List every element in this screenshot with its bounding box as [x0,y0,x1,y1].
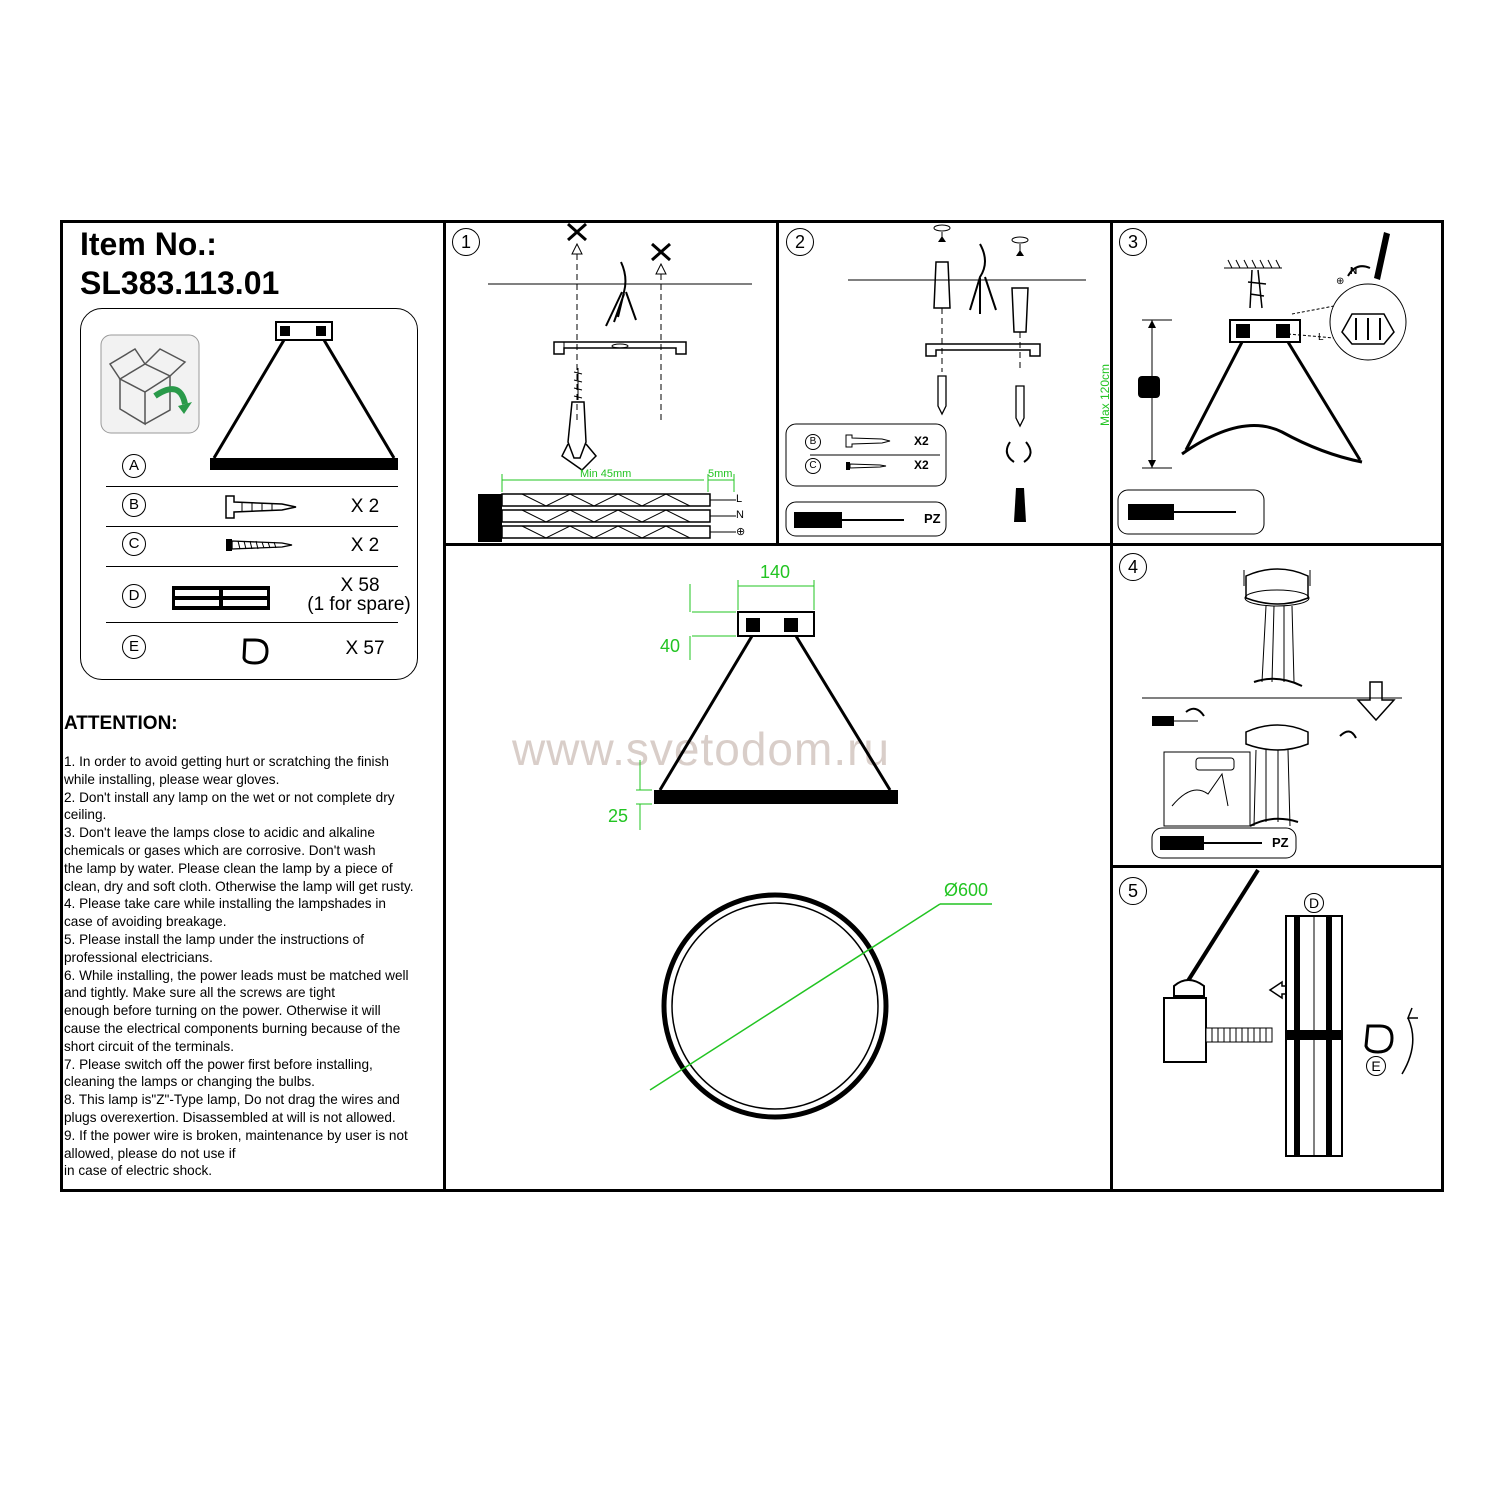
step-4-number: 4 [1119,553,1147,581]
rule-line: 2. Don't install any lamp on the wet or not complete dry [64,789,395,805]
wire-n-label: N [736,509,744,521]
part-letter-b: B [122,493,146,517]
rule-line: plugs overexertion. Disassembled at will is not allowed. [64,1109,396,1125]
part-letter-d: D [122,584,146,608]
part-qty-c: X 2 [350,535,380,556]
step-3-number: 3 [1119,228,1147,256]
diameter-dim: Ø600 [944,880,989,900]
terminal-l-label: L [1318,332,1324,343]
max-length-label: Max 120cm [1098,363,1113,427]
wall-plug-icon [222,494,298,520]
rule-line: chemicals or gases which are corrosive. Don't wash [64,842,376,858]
rule-line: allowed, please do not use if [64,1145,236,1161]
rule-line: short circuit of the terminals. [64,1038,234,1054]
step-2-number: 2 [786,228,814,256]
ring-height-dim: 25 [608,806,629,826]
part-qty-d-note: (1 for spare) [307,594,411,615]
rule-line: the lamp by water. Please clean the lamp by a piece of [64,860,393,876]
step-4-drawing [1112,546,1442,864]
step5-label-e: E [1366,1056,1386,1076]
part-qty-d: X 58 [340,575,380,596]
rule-line: 1. In order to avoid getting hurt or scratching the finish [64,754,389,769]
attention-rules [64,753,444,1180]
rule-line: case of avoiding breakage. [64,914,227,930]
rule-line: 3. Don't leave the lamps close to acidic and alkaline [64,825,375,841]
step-1-drawing [446,222,776,542]
rule-line: cleaning the lamps or changing the bulbs. [64,1074,315,1090]
part-qty-b: X 2 [350,496,380,517]
step2-part-b: B [805,434,821,450]
canopy-width-dim: 140 [760,562,791,582]
parts-divider [106,566,398,567]
parts-divider [106,622,398,623]
rule-line: 8. This lamp is"Z"-Type lamp, Do not drag the wires and [64,1092,400,1108]
min-length-label: Min 45mm [580,468,632,480]
rule-line: enough before turning on the power. Otherwise it will [64,1003,381,1019]
attention-title: ATTENTION: [64,713,178,734]
step-2-drawing [780,222,1113,542]
rule-line: 4. Please take care while installing the lampshades in [64,896,386,912]
divider [776,220,779,545]
watermark: www.svetodom.ru [512,723,891,775]
terminal-ground-label: ⊕ [1336,276,1345,287]
ring-plan-drawing [640,880,1010,1120]
step2-part-c: C [805,458,821,474]
step-1-number: 1 [452,228,480,256]
step-3-drawing [1112,222,1442,542]
open-box-icon [100,334,200,434]
item-number: SL383.113.01 [80,265,280,301]
step2-qty-c: X2 [914,458,929,472]
screw-icon [224,536,294,554]
rule-line: 5. Please install the lamp under the instructions of [64,931,364,947]
rule-line: and tightly. Make sure all the screws are tight [64,985,335,1001]
rule-line: clean, dry and soft cloth. Otherwise the lamp will get rusty. [64,878,414,894]
part-letter-c: C [122,532,146,556]
dimension-drawing [600,560,1020,820]
step2-qty-b: X2 [914,434,929,448]
parts-divider [106,526,398,527]
step4-tool-label: PZ [1272,835,1289,850]
terminal-n-label: N [1350,266,1358,277]
part-letter-a: A [122,454,146,478]
rule-line: in case of electric shock. [64,1163,213,1179]
rule-line: while installing, please wear gloves. [64,771,280,787]
rule-line: 6. While installing, the power leads must be matched well [64,967,409,983]
canopy-height-dim: 40 [660,636,681,656]
ground-label: ⊕ [736,526,746,538]
rule-line: cause the electrical components burning because of the [64,1020,401,1036]
rule-line: 9. If the power wire is broken, maintenance by user is not [64,1127,408,1143]
parts-divider [106,486,398,487]
step2-tool-label: PZ [924,511,941,526]
rule-line: ceiling. [64,807,107,823]
lamp-side-icon [206,320,402,475]
item-label: Item No.: [80,226,217,262]
rule-line: professional electricians. [64,949,213,965]
clip-icon [172,586,270,610]
step-5-number: 5 [1119,877,1147,905]
step-5-drawing [1112,868,1442,1190]
ring-icon [240,636,270,666]
part-letter-e: E [122,635,146,659]
part-qty-e: X 57 [345,638,385,659]
strip-length-label: 5mm [708,468,733,480]
step5-label-d: D [1304,893,1324,913]
rule-line: 7. Please switch off the power first before installing, [64,1056,373,1072]
wire-l-label: L [736,493,743,505]
